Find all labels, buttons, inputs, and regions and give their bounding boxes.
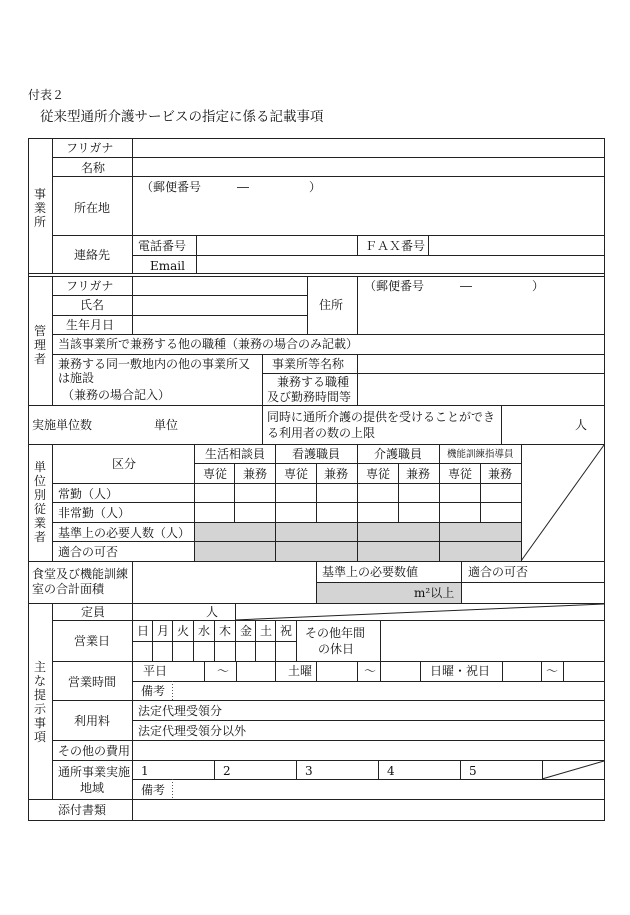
manager-furigana-label: フリガナ: [66, 279, 114, 293]
day-tue: 火: [177, 624, 190, 638]
hours-weekday-tilde: ～: [217, 664, 230, 678]
hours-saturday-tilde: ～: [364, 664, 377, 678]
service-section-label: 主な提示事項: [33, 660, 46, 744]
staff-row-conform: 適合の可否: [58, 545, 119, 559]
part-1: 兼務: [243, 467, 268, 481]
units-label: 実施単位数: [32, 418, 93, 432]
hours-sunday-tilde: ～: [546, 664, 559, 678]
day-holiday: 祝: [280, 624, 293, 638]
page-title: 従来型通所介護サービスの指定に係る記載事項: [40, 109, 324, 125]
office-phone-label: 電話番号: [138, 239, 187, 253]
staff-row-required: 基準上の必要人数（人）: [58, 526, 191, 540]
staff-row-parttime: 非常勤（人）: [58, 506, 131, 520]
manager-other-office-note: （兼務の場合記入）: [62, 388, 171, 402]
other-cost-label: その他の費用: [58, 744, 131, 758]
office-postal: （郵便番号 ― ）: [141, 180, 322, 194]
office-furigana-label: フリガナ: [66, 141, 114, 155]
manager-other-office-label: 兼務する同一敷地内の他の事業所又は施設: [58, 357, 251, 385]
fee-label: 利用料: [74, 714, 111, 728]
area-unit: m²以上: [414, 586, 455, 600]
manager-office-name-label: 事業所等名称: [272, 357, 345, 371]
day-mon: 月: [157, 624, 170, 638]
day-thu: 木: [219, 624, 232, 638]
day-sun: 日: [137, 624, 150, 638]
units-capacity-label: 同時に通所介護の提供を受けることができる利用者の数の上限: [267, 410, 496, 440]
other-holidays-label-2: の休日: [318, 642, 355, 656]
part-4: 兼務: [488, 467, 513, 481]
manager-name-label: 氏名: [80, 298, 105, 312]
day-wed: 水: [198, 624, 211, 638]
manager-duty-label: 兼務する職種: [277, 375, 350, 389]
region-note-label: 備考: [141, 783, 166, 797]
attachments-label: 添付書類: [58, 803, 107, 817]
staff-row-fulltime: 常勤（人）: [58, 487, 119, 501]
part-2: 兼務: [324, 467, 349, 481]
manager-concurrent-label: 当該事業所で兼務する他の職種（兼務の場合のみ記載）: [58, 337, 359, 351]
full-1: 専従: [203, 467, 228, 481]
office-name-label: 名称: [81, 161, 106, 175]
role-trainer: 機能訓練指導員: [447, 449, 514, 460]
day-fri: 金: [240, 624, 253, 638]
full-2: 専従: [284, 467, 309, 481]
fee-nonstatutory: 法定代理受領分以外: [138, 724, 247, 738]
office-contact-label: 連絡先: [74, 248, 111, 262]
region-1: 1: [141, 764, 149, 778]
part-3: 兼務: [406, 467, 431, 481]
region-2: 2: [223, 764, 231, 778]
appendix-label: 付表２: [28, 88, 65, 102]
region-3: 3: [305, 764, 313, 778]
capacity-label: 定員: [81, 605, 106, 619]
office-fax-label: ＦＡＸ番号: [365, 239, 426, 253]
area-conform-label: 適合の可否: [468, 565, 529, 579]
area-label: 食堂及び機能訓練室の合計面積: [32, 567, 129, 596]
units-person: 人: [575, 418, 588, 432]
full-3: 専従: [366, 467, 391, 481]
area-required-label: 基準上の必要数値: [322, 565, 419, 579]
manager-postal: （郵便番号 ― ）: [364, 279, 545, 293]
hours-weekday: 平日: [143, 664, 168, 678]
staff-category-label: 区分: [112, 457, 137, 471]
office-section-label: 事業所: [33, 187, 46, 229]
manager-address-label: 住所: [319, 298, 344, 312]
role-counselor: 生活相談員: [205, 447, 266, 461]
region-label: 通所事業実施: [58, 765, 131, 779]
hours-sunday: 日曜・祝日: [430, 664, 491, 678]
role-nurse: 看護職員: [292, 447, 341, 461]
hours-saturday: 土曜: [288, 664, 313, 678]
units-unit: 単位: [154, 418, 179, 432]
other-holidays-label: その他年間: [305, 626, 366, 640]
office-address-label: 所在地: [74, 201, 111, 215]
capacity-person: 人: [206, 605, 219, 619]
day-sat: 土: [260, 624, 273, 638]
hours-note-label: 備考: [141, 684, 166, 698]
manager-birth-label: 生年月日: [66, 318, 115, 332]
office-email-label: Email: [150, 259, 185, 273]
region-4: 4: [387, 764, 395, 778]
hours-label: 営業時間: [68, 675, 117, 689]
fee-statutory: 法定代理受領分: [138, 704, 223, 718]
full-4: 専従: [448, 467, 473, 481]
role-caregiver: 介護職員: [374, 447, 423, 461]
staff-section-label: 単位別従業者: [33, 460, 46, 544]
manager-section-label: 管理者: [33, 324, 46, 366]
manager-duty-label-2: 及び勤務時間等: [267, 390, 352, 404]
region-label-2: 地域: [80, 781, 105, 795]
business-days-label: 営業日: [74, 634, 111, 648]
region-5: 5: [469, 764, 477, 778]
